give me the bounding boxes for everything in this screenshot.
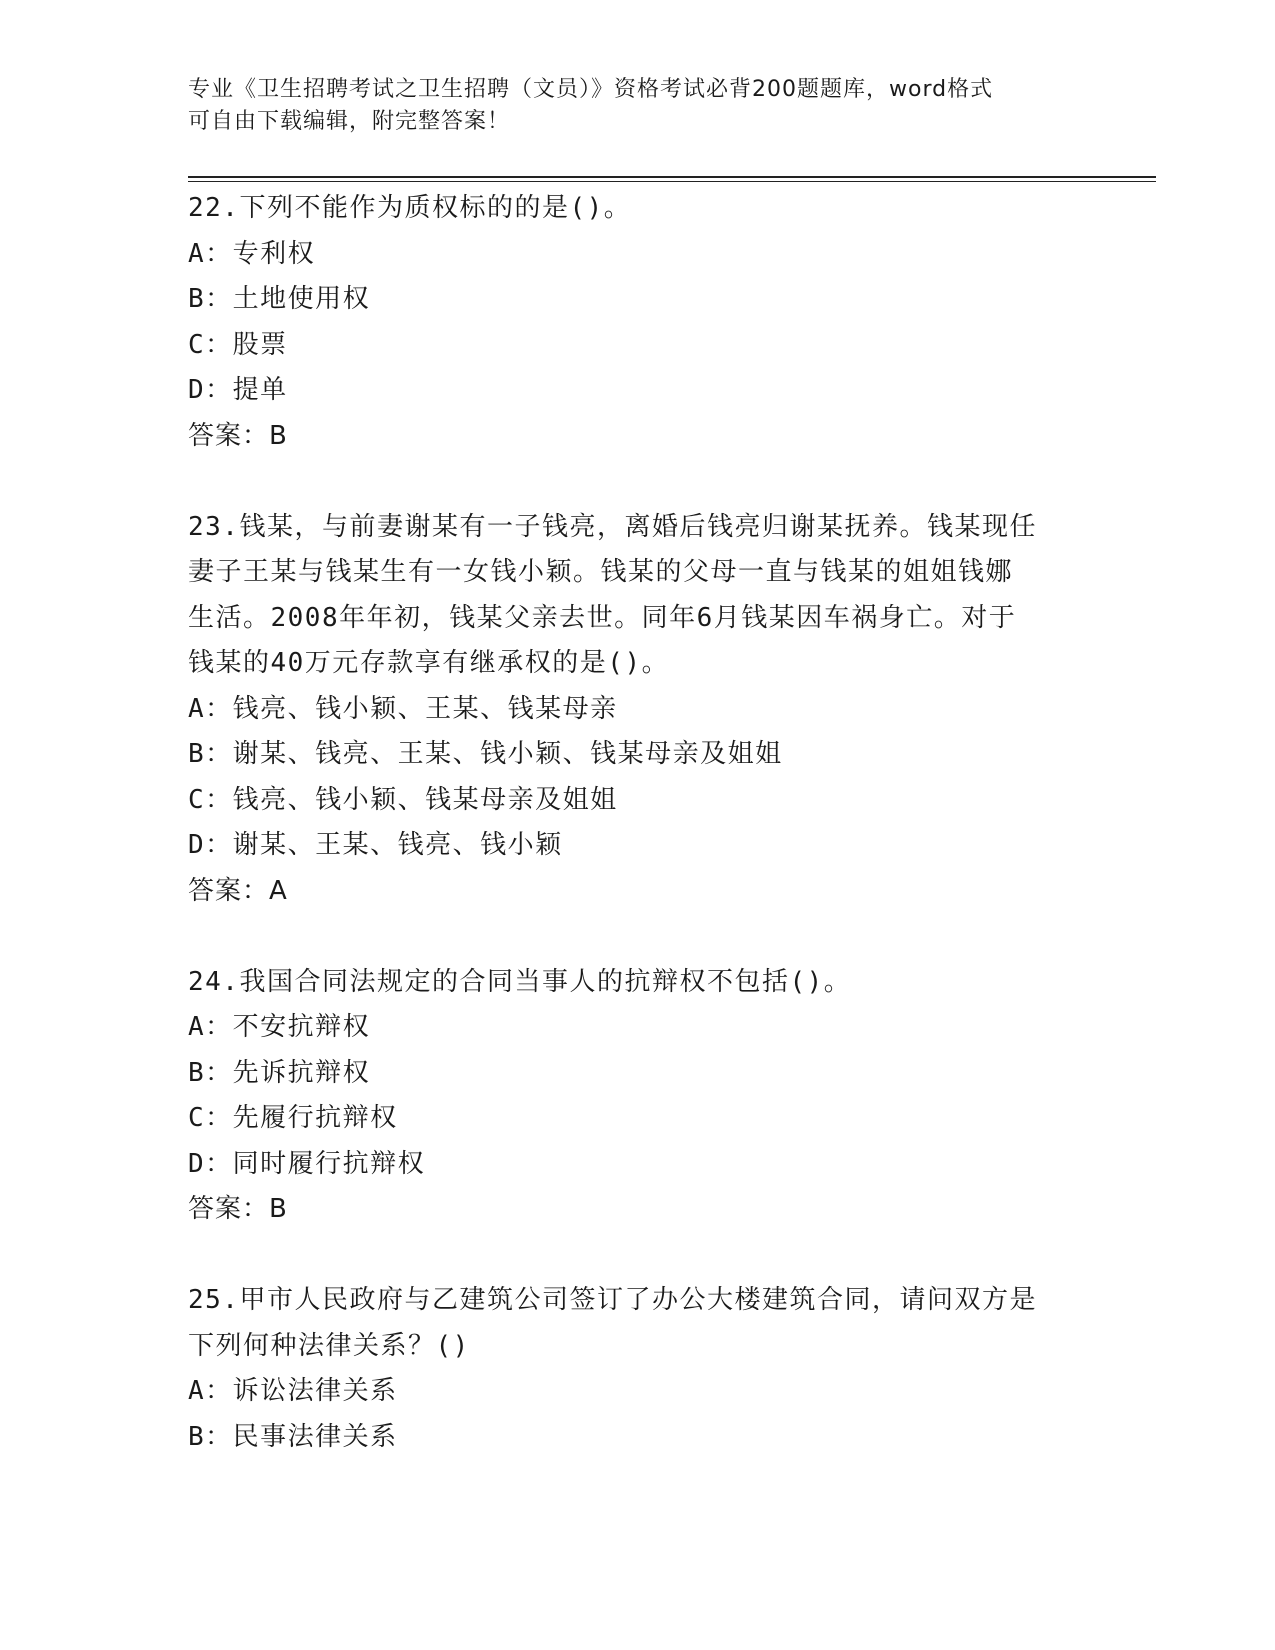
question-text: 23.钱某，与前妻谢某有一子钱亮，离婚后钱亮归谢某抚养。钱某现任	[188, 511, 1037, 542]
option-c: C：先履行抗辩权	[188, 1103, 398, 1133]
option-b: B：先诉抗辩权	[188, 1057, 371, 1088]
option-b: B：谢某、钱亮、王某、钱小颖、钱某母亲及姐姐	[188, 739, 783, 769]
header-divider	[188, 176, 1156, 182]
option-b: B：民事法律关系	[188, 1421, 398, 1452]
question-23	[188, 505, 1148, 915]
header-line-1: 专业《卫生招聘考试之卫生招聘（文员）》资格考试必背200题题库，word格式	[188, 77, 994, 102]
question-text: 24.我国合同法规定的合同当事人的抗辩权不包括()。	[188, 966, 852, 997]
spacer	[188, 1233, 1148, 1279]
question-list	[188, 186, 1148, 1460]
question-25	[188, 1278, 1148, 1460]
question-24	[188, 960, 1148, 1233]
answer: 答案：B	[188, 1194, 288, 1224]
answer: 答案：B	[188, 420, 288, 451]
document-header	[188, 74, 1088, 138]
answer: 答案：A	[188, 875, 288, 906]
option-a: A：专利权	[188, 238, 316, 269]
option-a: A：钱亮、钱小颖、王某、钱某母亲	[188, 693, 618, 724]
question-text: 钱某的40万元存款享有继承权的是()。	[188, 648, 670, 678]
option-a: A：不安抗辩权	[188, 1012, 371, 1042]
question-text: 下列何种法律关系？()	[188, 1330, 470, 1361]
question-text: 22.下列不能作为质权标的的是()。	[188, 193, 632, 223]
option-c: C：股票	[188, 329, 288, 360]
spacer	[188, 459, 1148, 505]
question-text: 妻子王某与钱某生有一女钱小颖。钱某的父母一直与钱某的姐姐钱娜	[188, 557, 1014, 587]
option-c: C：钱亮、钱小颖、钱某母亲及姐姐	[188, 784, 618, 815]
option-d: D：谢某、王某、钱亮、钱小颖	[188, 830, 563, 860]
option-d: D：提单	[188, 375, 288, 405]
question-text: 25.甲市人民政府与乙建筑公司签订了办公大楼建筑合同，请问双方是	[188, 1285, 1037, 1315]
option-b: B：土地使用权	[188, 284, 371, 314]
question-text: 生活。2008年年初，钱某父亲去世。同年6月钱某因车祸身亡。对于	[188, 602, 1017, 633]
option-a: A：诉讼法律关系	[188, 1376, 398, 1406]
question-22	[188, 186, 1148, 459]
spacer	[188, 914, 1148, 960]
header-line-2: 可自由下载编辑，附完整答案！	[188, 109, 511, 134]
option-d: D：同时履行抗辩权	[188, 1148, 426, 1179]
